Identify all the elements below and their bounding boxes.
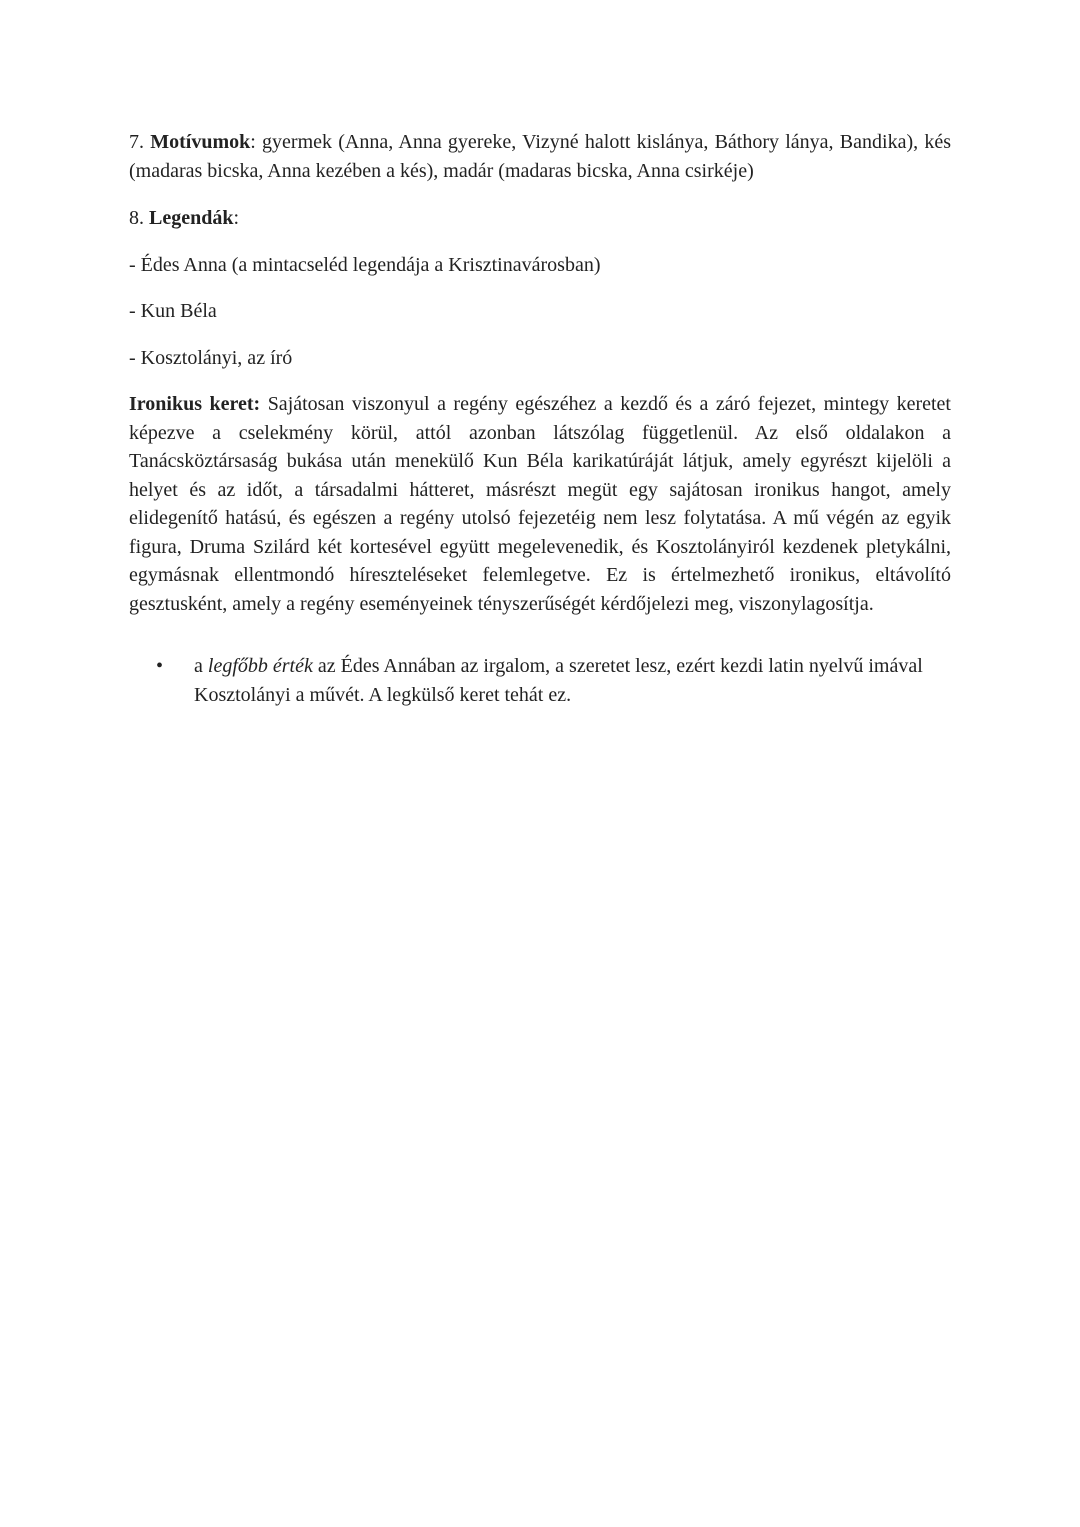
legends-colon: : [233, 207, 240, 229]
legends-heading: Legendák [149, 207, 234, 229]
legend-item: - Édes Anna (a mintacseléd legendája a Krisztinavárosban) [129, 253, 601, 276]
ironic-frame-text: Sajátosan viszonyul a regény egészéhez a kezdő és a záró fejezet, mintegy keretet képezve a cselekmény körül, attól azonban látszólag függetlenül. Az első oldalakon a Tanácsköztársaság bukása után menekülő Kun Béla karikatúráját látjuk, amely egyrészt kijelöli a helyet és az időt, a társadalmi hátteret, másrészt megüt egy sajátosan ironikus hangot, amely elidegenítő hatású, és egészen a regény utolsó fejezetéig nem lesz folytatása. A mű végén az egyik figura, Druma Szilárd két kortesével együtt megelevenedik, és Kosztolányiról kezdenek pletykálni, egymásnak ellentmondó híreszteléseket felemlegetve. Ez is értelmezhető ironikus, eltávolító gesztusként, amely a regény eseményeinek tényszerűségét kérdőjelezi meg, viszonylagosítja. [129, 393, 951, 615]
ironic-frame-heading: Ironikus keret: [129, 393, 261, 415]
ironic-frame-paragraph [129, 390, 951, 618]
legend-item: - Kun Béla [129, 300, 217, 322]
legends-heading-paragraph [129, 204, 951, 233]
bullet-text-after: az Édes Annában az irgalom, a szeretet lesz, ezért kezdi latin nyelvű imával Kosztolányi a művét. A legkülső keret tehát ez. [194, 655, 923, 706]
legends-number: 8. [129, 207, 144, 229]
bullet-text-before: a [194, 655, 208, 677]
motifs-paragraph [129, 128, 951, 185]
motifs-text: : gyermek (Anna, Anna gyereke, Vizyné halott kislánya, Báthory lánya, Bandika), kés (madaras bicska, Anna kezében a kés), madár (madaras bicska, Anna csirkéje) [129, 131, 952, 182]
bullet-emphasis: legfőbb érték [207, 655, 313, 677]
motifs-heading: Motívumok [150, 131, 251, 153]
document-page [129, 128, 951, 709]
list-item [129, 652, 951, 709]
bullet-list [129, 652, 951, 709]
bullet-icon: • [156, 655, 164, 677]
legend-item: - Kosztolányi, az író [129, 346, 293, 369]
motifs-number: 7. [129, 131, 144, 153]
